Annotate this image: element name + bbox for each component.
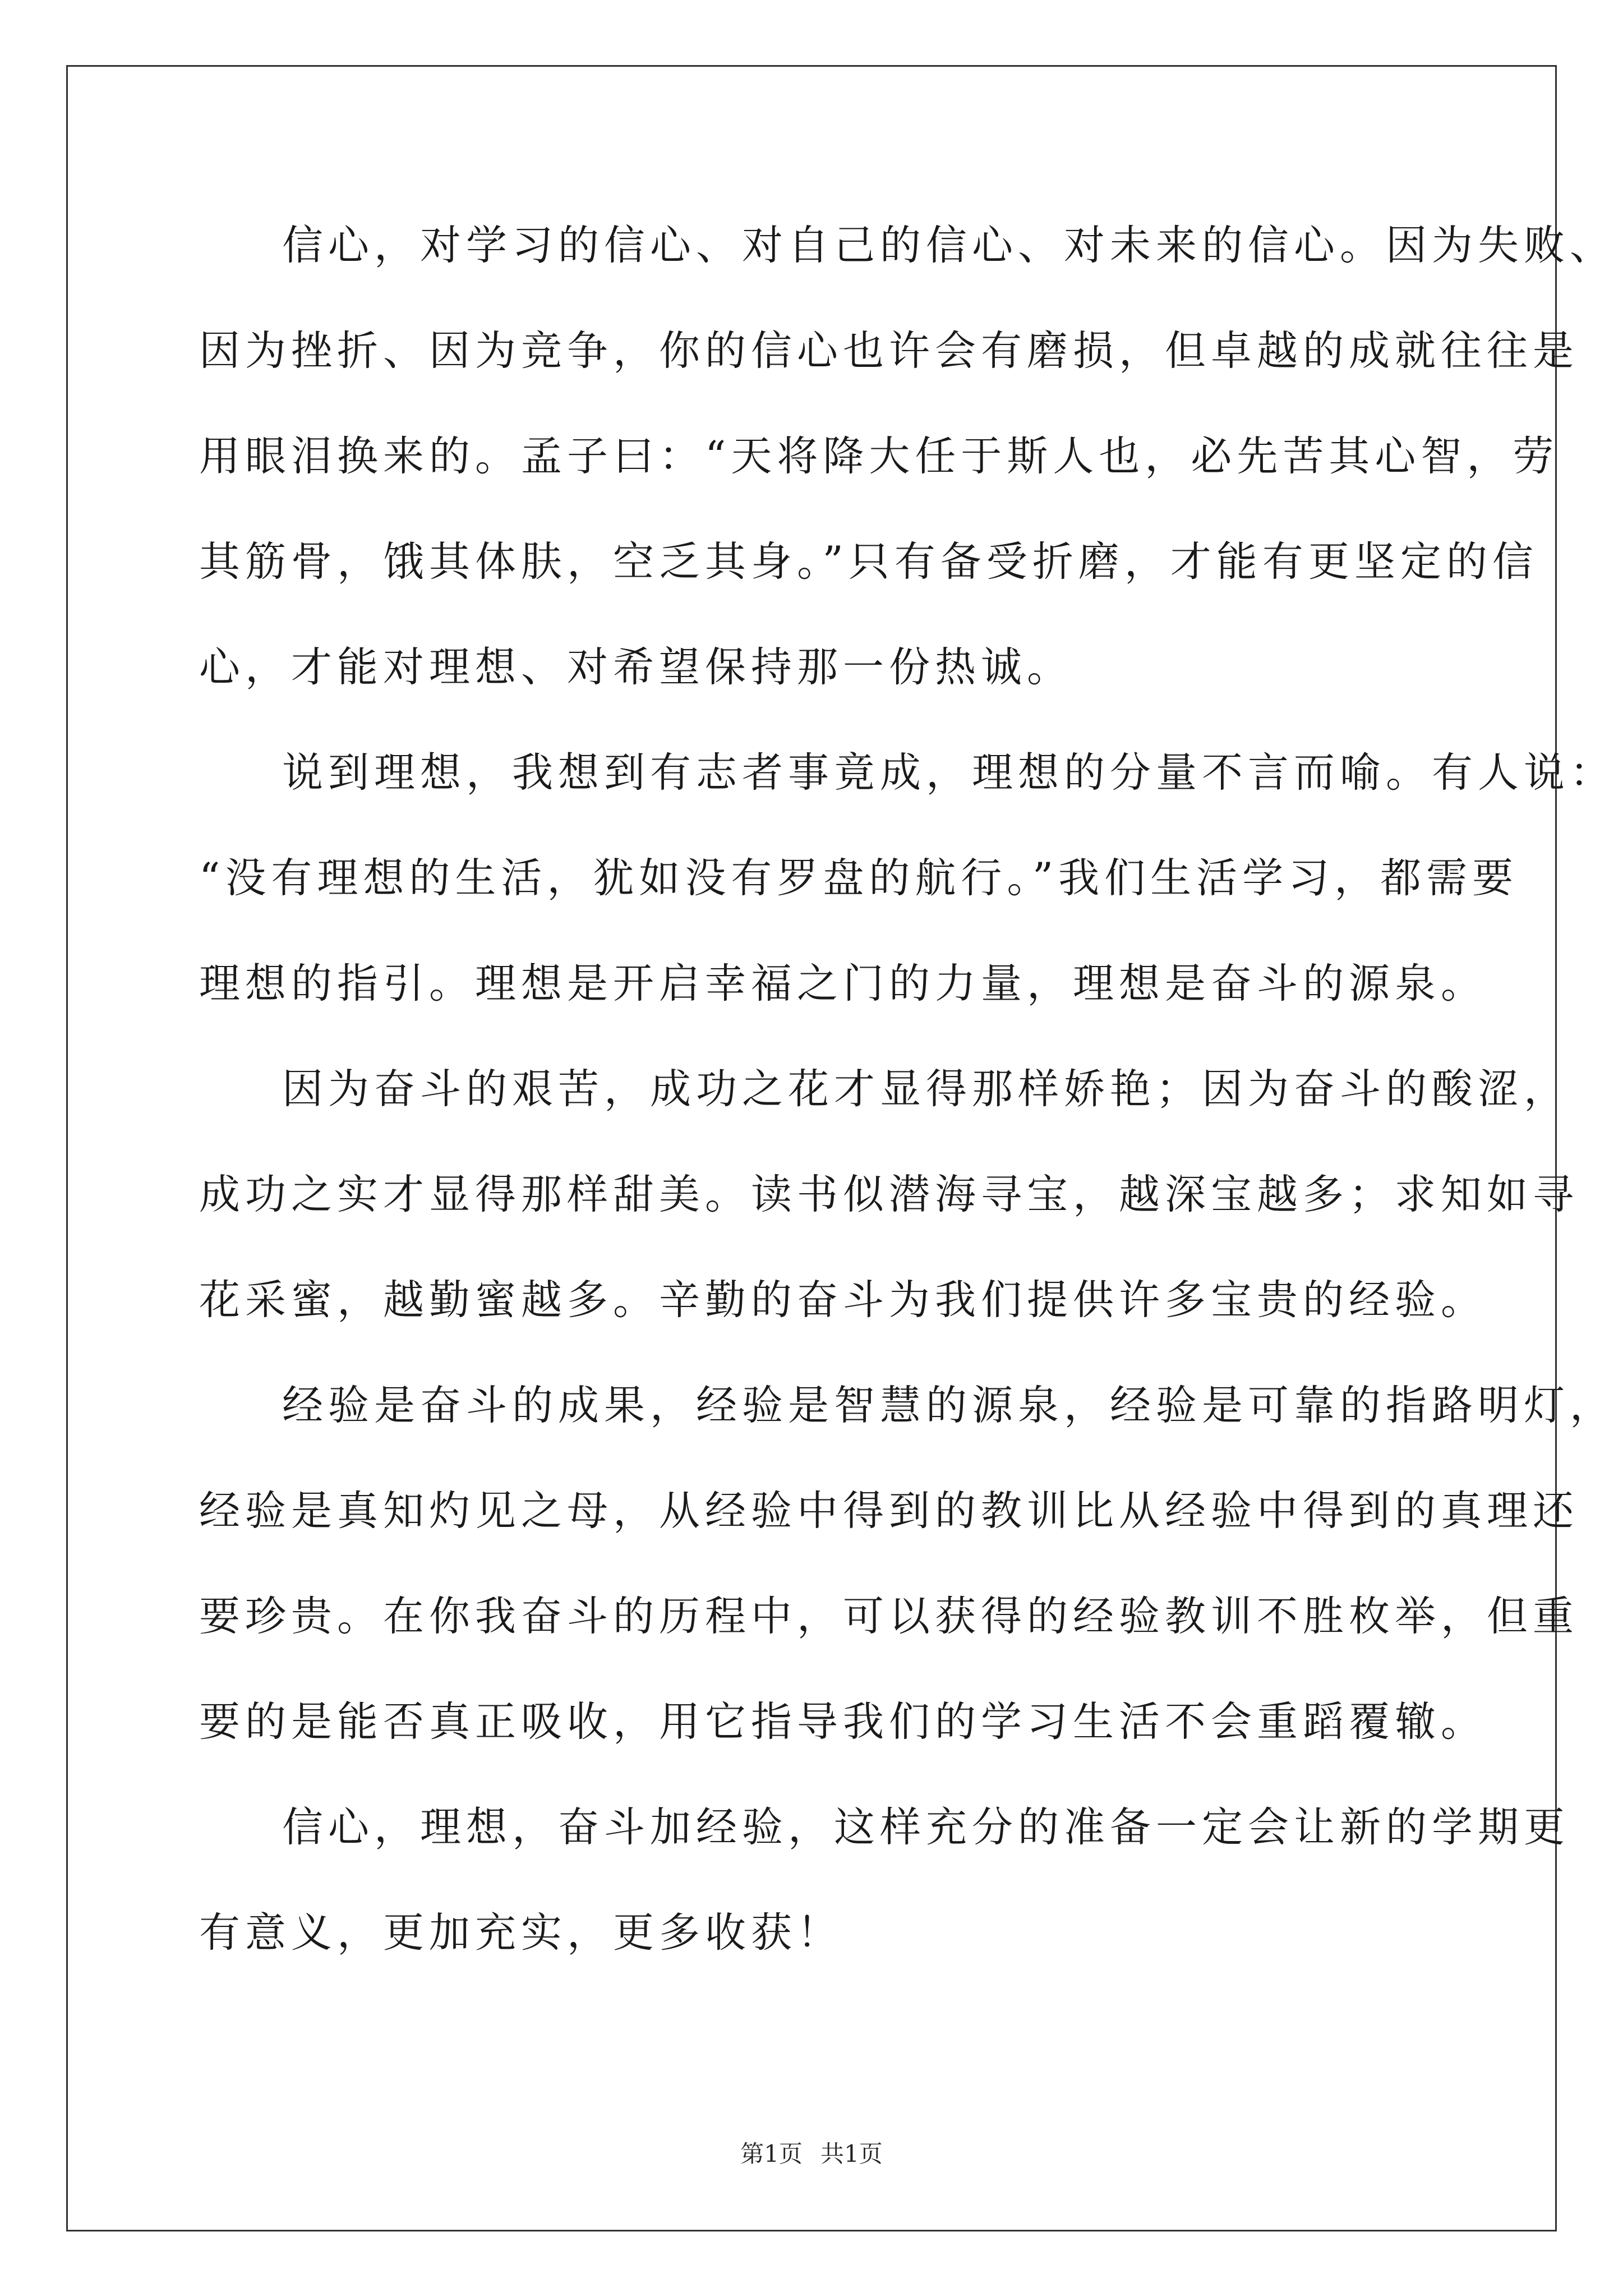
paragraph-3-line-1: 因为奋斗的艰苦，成功之花才显得那样娇艳；因为奋斗的酸涩， [282,1065,1570,1113]
page-number-current: 第1页 [740,2140,803,2168]
paragraph-5-line-2: 有意义，更加充实，更多收获！ [199,1909,843,1957]
paragraph-5-line-1: 信心，理想，奋斗加经验，这样充分的准备一定会让新的学期更 [282,1803,1570,1851]
paragraph-2-line-2: “没有理想的生活，犹如没有罗盘的航行。”我们生活学习，都需要 [199,854,1519,902]
page-footer [0,2137,1623,2171]
page-number-total: 共1页 [820,2140,883,2168]
paragraph-1-line-5: 心，才能对理想、对希望保持那一份热诚。 [199,643,1073,691]
paragraph-2-line-1: 说到理想，我想到有志者事竟成，理想的分量不言而喻。有人说： [282,749,1616,797]
paragraph-2-line-3: 理想的指引。理想是开启幸福之门的力量，理想是奋斗的源泉。 [199,960,1487,1007]
paragraph-4-line-1: 经验是奋斗的成果，经验是智慧的源泉，经验是可靠的指路明灯， [282,1382,1616,1429]
paragraph-3-line-3: 花采蜜，越勤蜜越多。辛勤的奋斗为我们提供许多宝贵的经验。 [199,1276,1487,1324]
paragraph-4-line-2: 经验是真知灼见之母，从经验中得到的教训比从经验中得到的真理还 [199,1487,1579,1535]
paragraph-4-line-3: 要珍贵。在你我奋斗的历程中，可以获得的经验教训不胜枚举，但重 [199,1593,1579,1640]
paragraph-1-line-4: 其筋骨，饿其体肤，空乏其身。”只有备受折磨，才能有更坚定的信 [199,538,1538,586]
paragraph-1-line-2: 因为挫折、因为竞争，你的信心也许会有磨损，但卓越的成就往往是 [199,327,1579,375]
paragraph-4-line-4: 要的是能否真正吸收，用它指导我们的学习生活不会重蹈覆辙。 [199,1698,1487,1746]
paragraph-1-line-3: 用眼泪换来的。孟子曰：“天将降大任于斯人也，必先苦其心智，劳 [199,432,1559,480]
paragraph-1-line-1: 信心，对学习的信心、对自己的信心、对未来的信心。因为失败、 [282,222,1616,269]
paragraph-3-line-2: 成功之实才显得那样甜美。读书似潜海寻宝，越深宝越多；求知如寻 [199,1171,1579,1218]
